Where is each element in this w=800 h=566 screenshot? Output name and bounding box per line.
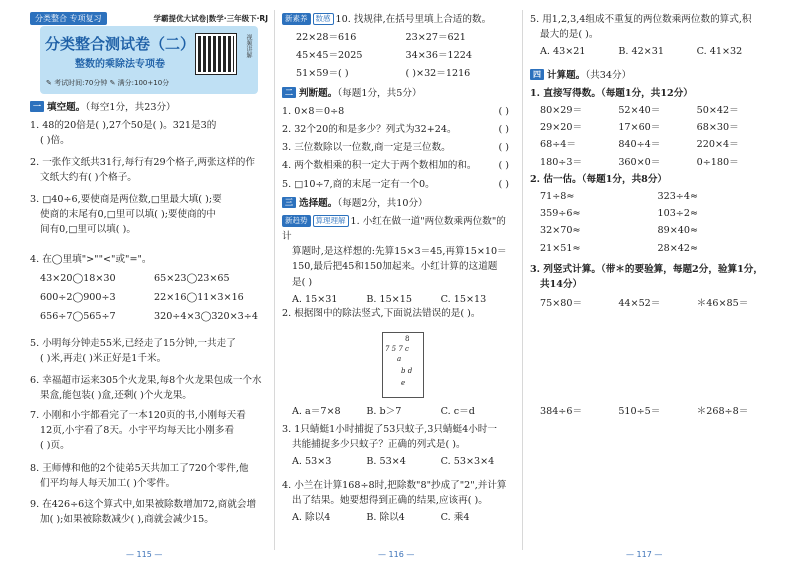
section-multiple-choice: 三 选择题。（每题2分，共10分） bbox=[282, 196, 515, 211]
calc-row: 29×20＝ 17×60＝ 68×30＝ bbox=[540, 122, 739, 134]
options-row bbox=[282, 404, 515, 419]
column-divider bbox=[522, 10, 523, 550]
number-sense-badge: 数感 bbox=[313, 13, 334, 25]
tf-item: 3. 三位数除以一位数,商一定是三位数。 ( ) bbox=[282, 140, 515, 155]
option-c[interactable]: C. 15×13 bbox=[440, 293, 487, 305]
option-a[interactable]: A. 53×3 bbox=[292, 456, 332, 468]
section-calculation: 四 计算题。（共34分） bbox=[530, 68, 775, 83]
compare-row: 656÷7◯565÷7 320÷4×3◯320×3÷4 bbox=[40, 311, 258, 323]
test-title: 分类整合测试卷（二） bbox=[44, 35, 195, 53]
vertical-calc-row: 75×80＝ 44×52＝ ＊46×85＝ bbox=[540, 298, 749, 310]
option-c[interactable]: C. c＝d bbox=[440, 406, 475, 417]
option-b[interactable]: B. 42×31 bbox=[618, 46, 664, 58]
choice-5: 5. 用1,2,3,4组成不重复的两位数乘两位数的算式,积 最大的是( )。 A. 43×21 B. 42×31 C. 41×32 bbox=[530, 12, 775, 59]
choice-3: 3. 1只蜻蜓1小时捕捉了53只蚊子,3只蜻蜓4小时一 共能捕捉多少只蚊子？正确的列式是( )。 A. 53×3 B. 53×4 C. 53×3×4 bbox=[282, 422, 515, 469]
choice-2: 2. 根据图中的除法竖式,下面说法错误的是( )。 bbox=[282, 308, 481, 319]
question-3: 3. □40÷6,要使商是两位数,□里最大填( );要 使商的末尾有0,□里可以填( );要使商的中 间有0,□里可以填( )。 bbox=[30, 194, 222, 236]
new-literacy-badge: 新素养 bbox=[282, 13, 311, 25]
answer-blank[interactable]: ( ) bbox=[498, 142, 509, 154]
compare-row: 43×20◯18×30 65×23◯23×65 bbox=[40, 273, 230, 285]
options-row bbox=[282, 510, 515, 525]
estimate-row: 359÷6≈ 103÷2≈ bbox=[540, 208, 698, 220]
calc-row: 80×29＝ 52×40＝ 50×42＝ bbox=[540, 105, 739, 117]
new-trend-badge: 新趋势 bbox=[282, 215, 311, 227]
pattern-row: 22×28＝616 23×27＝621 bbox=[296, 32, 466, 44]
calc-3-row-2 bbox=[530, 404, 775, 419]
answer-blank[interactable]: ( ) bbox=[498, 178, 509, 190]
option-a[interactable]: A. 15×31 bbox=[292, 293, 338, 305]
option-b[interactable]: B. 15×15 bbox=[366, 293, 412, 305]
tf-item: 4. 两个数相乘的积一定大于两个数相加的和。 ( ) bbox=[282, 158, 515, 173]
page-number: — 115 — bbox=[126, 550, 163, 560]
option-b[interactable]: B. 53×4 bbox=[366, 456, 406, 468]
true-false-list bbox=[282, 104, 515, 192]
answer-blank[interactable]: ( ) bbox=[498, 124, 509, 136]
options-row bbox=[530, 44, 775, 59]
qr-label: 视频讲解 bbox=[245, 34, 252, 58]
series-label: 学霸提优大试卷|数学·三年级下·RJ bbox=[153, 14, 268, 23]
question-2: 2. 一张作文纸共31行,每行有29个格子,两张这样的作 文纸大约有( )个格子。 bbox=[30, 157, 255, 184]
estimate-row: 71÷8≈ 323÷4≈ bbox=[540, 191, 698, 203]
reasoning-badge: 算理理解 bbox=[313, 215, 349, 227]
page-number: — 116 — bbox=[378, 550, 415, 560]
tf-item: 5. □10÷7,商的末尾一定有一个0。 ( ) bbox=[282, 177, 515, 192]
estimate-row: 21×51≈ 28×42≈ bbox=[540, 242, 698, 254]
options-row bbox=[282, 292, 515, 307]
section-fill-blank: 一 填空题。（每空1分，共23分） bbox=[30, 100, 268, 115]
calc-row: 180÷3＝ 360×0＝ 0÷180＝ bbox=[540, 156, 739, 168]
question-5: 5. 小明每分钟走55米,已经走了15分钟,一共走了 ( )米,再走( )米正好是1千米。 bbox=[30, 338, 236, 365]
compare-row: 600÷2◯900÷3 22×16◯11×3×16 bbox=[40, 292, 244, 304]
column-divider bbox=[274, 10, 275, 550]
vertical-calc-row: 384÷6＝ 510÷5＝ ＊268÷8＝ bbox=[540, 406, 749, 417]
qr-code-icon[interactable] bbox=[196, 34, 236, 74]
answer-blank[interactable]: ( ) bbox=[498, 160, 509, 172]
choice-1: 新趋势 算理理解 1. 小红在做一道"两位数乘两位数"的计 算题时,是这样想的:先算15×3＝45,再算15×10＝ 150,最后把45和150加起来。小红计算的这道题 是( ) A. 15×31 B. 15×15 C. 15×13 bbox=[282, 214, 515, 307]
calc-3: 3. 列竖式计算。（带＊的要验算，每题2分，验算1分， 共14分） 75×80＝ 44×52＝ ＊46×85＝ bbox=[530, 262, 775, 311]
choice-4: 4. 小兰在计算168÷8时,把除数"8"抄成了"2",并计算 出了结果。她要想得到正确的结果,应该再( )。 A. 除以4 B. 除以4 C. 乘4 bbox=[282, 478, 515, 525]
category-tag: 分类整合 专项复习 bbox=[30, 12, 107, 25]
calc-row: 68÷4＝ 840÷4＝ 220×4＝ bbox=[540, 139, 739, 151]
estimate-row: 32×70≈ 89×40≈ bbox=[540, 225, 698, 237]
option-c[interactable]: C. 53×3×4 bbox=[440, 456, 495, 468]
option-c[interactable]: C. 乘4 bbox=[440, 512, 470, 524]
pattern-row: 45×45＝2025 34×36＝1224 bbox=[296, 50, 472, 62]
question-9: 9. 在426÷6这个算式中,如果被除数增加72,商就会增 加( );如果被除数减少( ),商就会减少15。 bbox=[30, 499, 257, 526]
exam-info: ✎ 考试时间:70分钟 ✎ 满分:100+10分 bbox=[46, 79, 170, 87]
option-a[interactable]: A. 43×21 bbox=[540, 46, 586, 58]
section-true-false: 二 判断题。（每题1分，共5分） bbox=[282, 86, 515, 101]
question-7: 7. 小刚和小宇都看完了一本120页的书,小刚每天看 12页,小宇看了8天。小宇平均每天比小刚多看 ( )页。 bbox=[30, 410, 246, 452]
test-subtitle: 整数的乘除法专项卷 bbox=[75, 59, 165, 70]
option-b[interactable]: B. b＞7 bbox=[366, 406, 402, 417]
option-b[interactable]: B. 除以4 bbox=[366, 512, 405, 524]
options-row bbox=[282, 454, 515, 469]
calc-2: 2. 估一估。（每题1分，共8分） 71÷8≈ 323÷4≈ 359÷6≈ 103÷2≈ 32×70≈ 89×40≈ 21×51≈ 28×42≈ bbox=[530, 172, 775, 256]
pattern-row: 51×59＝( ) ( )×32＝1216 bbox=[296, 68, 471, 80]
question-6: 6. 幸福超市运来305个火龙果,每8个火龙果包成一个水 果盒,能包装( )盒,还剩( )个火龙果。 bbox=[30, 375, 262, 402]
page-117 bbox=[530, 0, 775, 566]
answer-blank[interactable]: ( ) bbox=[498, 106, 509, 117]
long-division-figure: 8 7 5 7 c a b d e bbox=[382, 332, 424, 398]
header-strip bbox=[30, 12, 268, 25]
option-a[interactable]: A. a＝7×8 bbox=[292, 406, 341, 417]
title-banner bbox=[40, 26, 258, 94]
page-number: — 117 — bbox=[626, 550, 663, 560]
choice-2-options bbox=[282, 404, 515, 419]
option-c[interactable]: C. 41×32 bbox=[696, 46, 743, 58]
tf-item: 2. 32个20的和是多少？列式为32+24。 ( ) bbox=[282, 122, 515, 137]
question-4: 4. 在◯里填">""<"或"="。 43×20◯18×30 65×23◯23×65 600÷2◯900÷3 22×16◯11×3×16 656÷7◯565÷7 320÷4×3◯320×3÷4 bbox=[30, 252, 268, 325]
tf-item: 1. 0×8＝0÷8 ( ) bbox=[282, 104, 515, 119]
calc-1: 1. 直接写得数。（每题1分，共12分） 80×29＝ 52×40＝ 50×42＝ 29×20＝ 17×60＝ 68×30＝ 68÷4＝ 840÷4＝ 220×4＝ 180÷3＝ 360×0＝ 0÷180＝ bbox=[530, 86, 775, 170]
page-115 bbox=[30, 0, 268, 566]
page-116 bbox=[282, 0, 515, 566]
question-10: 新素养 数感 10. 找规律,在括号里填上合适的数。 22×28＝616 23×27＝621 45×45＝2025 34×36＝1224 51×59＝( ) ( )×32＝1216 bbox=[282, 12, 515, 82]
question-1: 1. 48的20倍是( ),27个50是( )。321是3的 ( )倍。 bbox=[30, 120, 217, 147]
option-a[interactable]: A. 除以4 bbox=[292, 512, 331, 524]
question-8: 8. 王师傅和他的2个徒弟5天共加工了720个零件,他 们平均每人每天加工( )个零件。 bbox=[30, 463, 249, 490]
